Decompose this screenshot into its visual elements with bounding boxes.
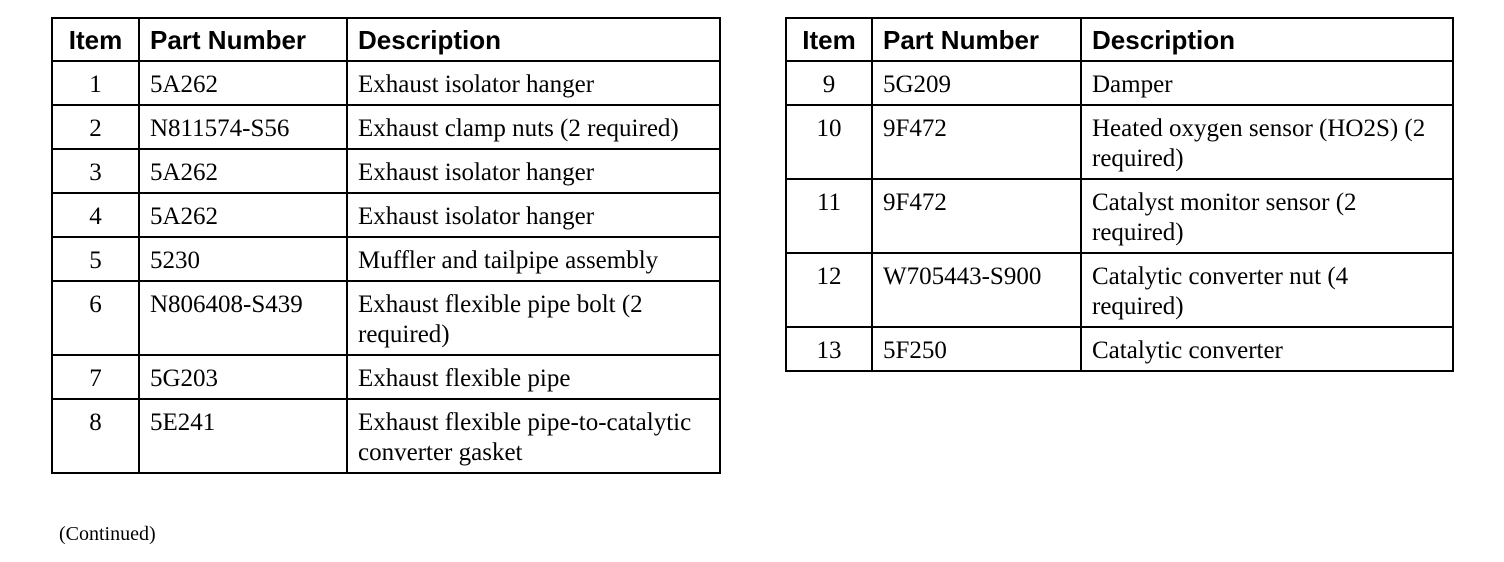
- table-row: [786, 327, 1453, 371]
- description-cell: Exhaust clamp nuts (2 required): [347, 105, 720, 149]
- table-row: [786, 61, 1453, 105]
- item-cell: 7: [52, 355, 139, 399]
- part-number-cell: 5G203: [139, 355, 347, 399]
- table-header-row: [52, 18, 720, 61]
- part-number-cell: 5G209: [872, 61, 1081, 105]
- item-cell: 10: [786, 105, 872, 179]
- item-cell: 12: [786, 253, 872, 327]
- part-number-cell: N806408-S439: [139, 281, 347, 355]
- part-number-cell: 9F472: [872, 105, 1081, 179]
- description-cell: Exhaust isolator hanger: [347, 193, 720, 237]
- part-number-cell: 9F472: [872, 179, 1081, 253]
- item-cell: 4: [52, 193, 139, 237]
- description-cell: Damper: [1081, 61, 1453, 105]
- part-number-cell: 5E241: [139, 399, 347, 473]
- item-cell: 1: [52, 61, 139, 105]
- table-row: [52, 281, 720, 355]
- item-cell: 5: [52, 237, 139, 281]
- description-cell: Exhaust flexible pipe-to-catalytic converter gasket: [347, 399, 720, 473]
- continued-note: (Continued): [59, 523, 156, 545]
- table-row: [52, 355, 720, 399]
- item-cell: 11: [786, 179, 872, 253]
- parts-table-left: [51, 17, 721, 474]
- item-cell: 8: [52, 399, 139, 473]
- description-cell: Catalyst monitor sensor (2 required): [1081, 179, 1453, 253]
- part-number-cell: W705443-S900: [872, 253, 1081, 327]
- header-part-number: Part Number: [872, 18, 1081, 61]
- table-row: [52, 105, 720, 149]
- description-cell: Exhaust isolator hanger: [347, 149, 720, 193]
- item-cell: 2: [52, 105, 139, 149]
- description-cell: Catalytic converter: [1081, 327, 1453, 371]
- table-row: [52, 61, 720, 105]
- parts-table-right: [785, 17, 1454, 372]
- table-row: [52, 237, 720, 281]
- header-description: Description: [347, 18, 720, 61]
- description-cell: Catalytic converter nut (4 required): [1081, 253, 1453, 327]
- part-number-cell: 5A262: [139, 61, 347, 105]
- part-number-cell: 5A262: [139, 193, 347, 237]
- table-header-row: [786, 18, 1453, 61]
- table-body-right: [786, 61, 1453, 371]
- table-row: [52, 193, 720, 237]
- table-row: [52, 149, 720, 193]
- item-cell: 6: [52, 281, 139, 355]
- header-part-number: Part Number: [139, 18, 347, 61]
- table-row: [52, 399, 720, 473]
- table-row: [786, 253, 1453, 327]
- table-row: [786, 179, 1453, 253]
- item-cell: 13: [786, 327, 872, 371]
- header-description: Description: [1081, 18, 1453, 61]
- description-cell: Exhaust flexible pipe bolt (2 required): [347, 281, 720, 355]
- description-cell: Muffler and tailpipe assembly: [347, 237, 720, 281]
- table-body-left: [52, 61, 720, 473]
- part-number-cell: N811574-S56: [139, 105, 347, 149]
- part-number-cell: 5F250: [872, 327, 1081, 371]
- header-item: Item: [786, 18, 872, 61]
- item-cell: 3: [52, 149, 139, 193]
- description-cell: Heated oxygen sensor (HO2S) (2 required): [1081, 105, 1453, 179]
- table-row: [786, 105, 1453, 179]
- part-number-cell: 5230: [139, 237, 347, 281]
- description-cell: Exhaust isolator hanger: [347, 61, 720, 105]
- header-item: Item: [52, 18, 139, 61]
- description-cell: Exhaust flexible pipe: [347, 355, 720, 399]
- item-cell: 9: [786, 61, 872, 105]
- part-number-cell: 5A262: [139, 149, 347, 193]
